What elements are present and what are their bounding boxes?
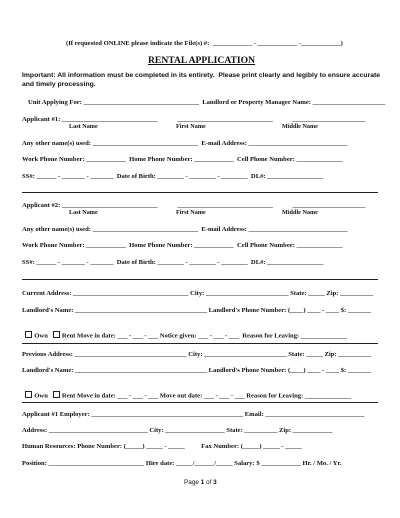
applicant1-middle-name-label: Middle Name [282, 123, 318, 130]
applicant1-phone-fields[interactable]: Work Phone Number: ____________ Home Phone Number: ____________ Cell Phone Number: ______________ [22, 156, 343, 163]
section-divider [22, 343, 378, 344]
current-own-label: Own [34, 332, 48, 340]
current-address-field[interactable]: Current Address: ___________________________________ City: _________________________ State: _____ Zip: __________ [22, 290, 374, 297]
section-divider [22, 192, 378, 193]
page-title: RENTAL APPLICATION [148, 55, 256, 66]
previous-landlord-field[interactable]: Landlord's Name: ________________________________________ Landlord's Phone Number: (____) ____ - ____ $: _______ [22, 367, 371, 374]
current-own-checkbox[interactable] [25, 331, 32, 338]
applicant2-phone-fields[interactable]: Work Phone Number: ____________ Home Phone Number: ____________ Cell Phone Number: ______________ [22, 242, 343, 249]
employer-address-field[interactable]: Address: ______________________________ City: __________________ State: __________ Zip: ____________ [22, 427, 333, 434]
page-number [184, 480, 217, 486]
page-label: Page [184, 479, 201, 486]
important-notice-line-1: Important: All information must be completed in its entirety. Please print clearly and legibly to ensure accurate [22, 72, 381, 79]
current-tenure-row [22, 324, 347, 340]
page-of-label: of [204, 479, 214, 486]
applicant2-last-name-label: Last Name [69, 209, 98, 216]
applicant1-id-fields[interactable]: SS#: ______ - _______ - _______ Date of Birth: ________ - ________ - ________ DL#: _________________ [22, 173, 324, 180]
employer-hr-phone-fields[interactable]: Human Resources: Phone Number: (_____) _____ - _____ Fax Number: (_____) _____ - _____ [22, 443, 302, 450]
applicant1-other-names-field[interactable]: Any other name(s) used: ________________________________ E-mail Address: ______________________________ [22, 140, 348, 147]
previous-own-checkbox[interactable] [25, 391, 32, 398]
applicant2-middle-name-label: Middle Name [282, 209, 318, 216]
online-file-note: (If requested ONLINE please indicate the File(s) #: ____________ - ____________ -____________) [66, 40, 343, 47]
previous-address-field[interactable]: Previous Address: __________________________________ City: _________________________ State: _____ Zip: __________ [22, 351, 372, 358]
previous-own-label: Own [34, 392, 48, 400]
current-rent-checkbox[interactable] [53, 331, 60, 338]
important-notice-line-2: and timely processing. [22, 81, 96, 88]
applicant2-name-field[interactable]: Applicant #2: _____________________________ _____________________________ ______________________ [22, 202, 366, 209]
previous-rent-move-fields[interactable]: Rent Move in date: ___ - ___ - ___ Move out date: ___ - ___ - ___ Reason for Leaving: ______________ [61, 392, 352, 400]
previous-tenure-row [22, 384, 351, 400]
applicant2-id-fields[interactable]: SS#: ______ - _______ - _______ Date of Birth: ________ - ________ - ________ DL#: _________________ [22, 259, 324, 266]
section-divider [22, 402, 378, 403]
section-divider [22, 279, 378, 280]
current-landlord-field[interactable]: Landlord's Name: ________________________________________ Landlord's Phone Number: (____) ____ - ____ $: _______ [22, 307, 371, 314]
current-rent-move-fields[interactable]: Rent Move in date: ___ - ___ - ___ Notice given: ___ - ___ - ___ Reason for Leaving: ______________ [61, 332, 348, 340]
applicant2-other-names-field[interactable]: Any other name(s) used: ________________________________ E-mail Address: ______________________________ [22, 226, 348, 233]
applicant2-first-name-label: First Name [176, 209, 206, 216]
applicant1-last-name-label: Last Name [69, 123, 98, 130]
previous-rent-checkbox[interactable] [53, 391, 60, 398]
page-total: 3 [213, 479, 217, 486]
applicant1-first-name-label: First Name [176, 123, 206, 130]
unit-applying-for-field[interactable]: Unit Applying For: ___________________________________ Landlord or Property Manager Name: ______________________ [28, 99, 386, 106]
employer-field[interactable]: Applicant #1 Employer: ______________________________________________ Email: ______________________________ [22, 411, 365, 418]
applicant1-name-field[interactable]: Applicant #1: _____________________________ _____________________________ ______________________ [22, 116, 366, 123]
page-current: 1 [200, 479, 205, 486]
employer-position-fields[interactable]: Position: _____________________________ Hire date: _____/______/_____ Salary: $ ____________ Hr. / Mo. / Yr. [22, 460, 342, 467]
